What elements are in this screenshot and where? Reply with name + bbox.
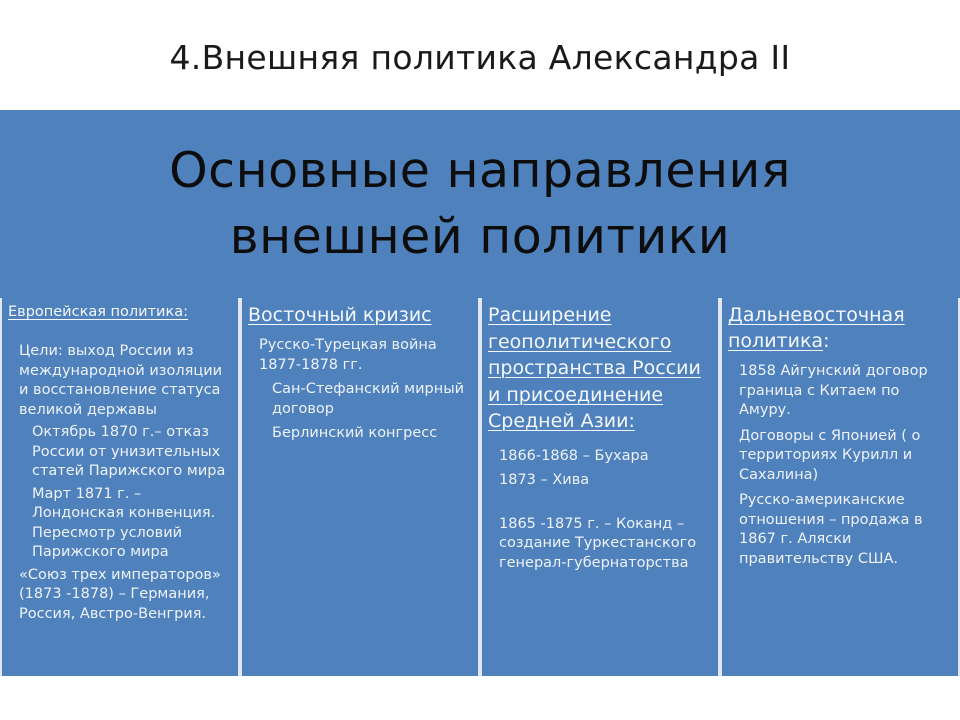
- list-item: • 1873 – Хива: [482, 471, 718, 491]
- page-title: 4.Внешняя политика Александра II: [169, 38, 791, 77]
- list-item: • Берлинский конгресс: [242, 424, 478, 444]
- banner-line-1: Основные направления: [169, 142, 791, 199]
- heading-colon: :: [823, 330, 830, 352]
- list-item: • Договоры с Японией ( о территориях Курилл и Сахалина): [722, 427, 958, 486]
- banner-line-2: внешней политики: [229, 208, 731, 265]
- column-heading: Расширение геополитического пространства России и присоединение Средней Азии:: [488, 304, 701, 432]
- column-central-asia: [480, 298, 720, 676]
- banner-heading: [0, 138, 960, 270]
- list-item: • Цели: выход России из международной изоляции и восстановление статуса великой державы: [2, 342, 238, 420]
- column-eastern-crisis: [240, 298, 480, 676]
- column-heading: Восточный кризис: [248, 304, 432, 326]
- column-european-policy: [0, 298, 240, 676]
- column-heading: Европейская политика:: [8, 304, 188, 320]
- list-item: • Русско-Турецкая война 1877-1878 гг.: [242, 336, 478, 375]
- column-heading: Дальневосточная политика:: [728, 304, 905, 352]
- list-item: • Октябрь 1870 г.– отказ России от унизительных статей Парижского мира: [2, 423, 238, 482]
- list-item: • 1866-1868 – Бухара: [482, 447, 718, 467]
- list-item: • Сан-Стефанский мирный договор: [242, 380, 478, 419]
- list-item: • Русско-американские отношения – продажа в 1867 г. Аляски правительству США.: [722, 491, 958, 569]
- list-item: • 1858 Айгунский договор граница с Китаем по Амуру.: [722, 362, 958, 421]
- list-item: • «Союз трех императоров» (1873 -1878) – Германия, Россия, Австро-Венгрия.: [2, 566, 238, 625]
- list-item: • 1865 -1875 г. – Коканд – создание Туркестанского генерал-губернаторства: [482, 515, 718, 574]
- column-far-east: [720, 298, 960, 676]
- list-item: • Март 1871 г. – Лондонская конвенция. Пересмотр условий Парижского мира: [2, 485, 238, 563]
